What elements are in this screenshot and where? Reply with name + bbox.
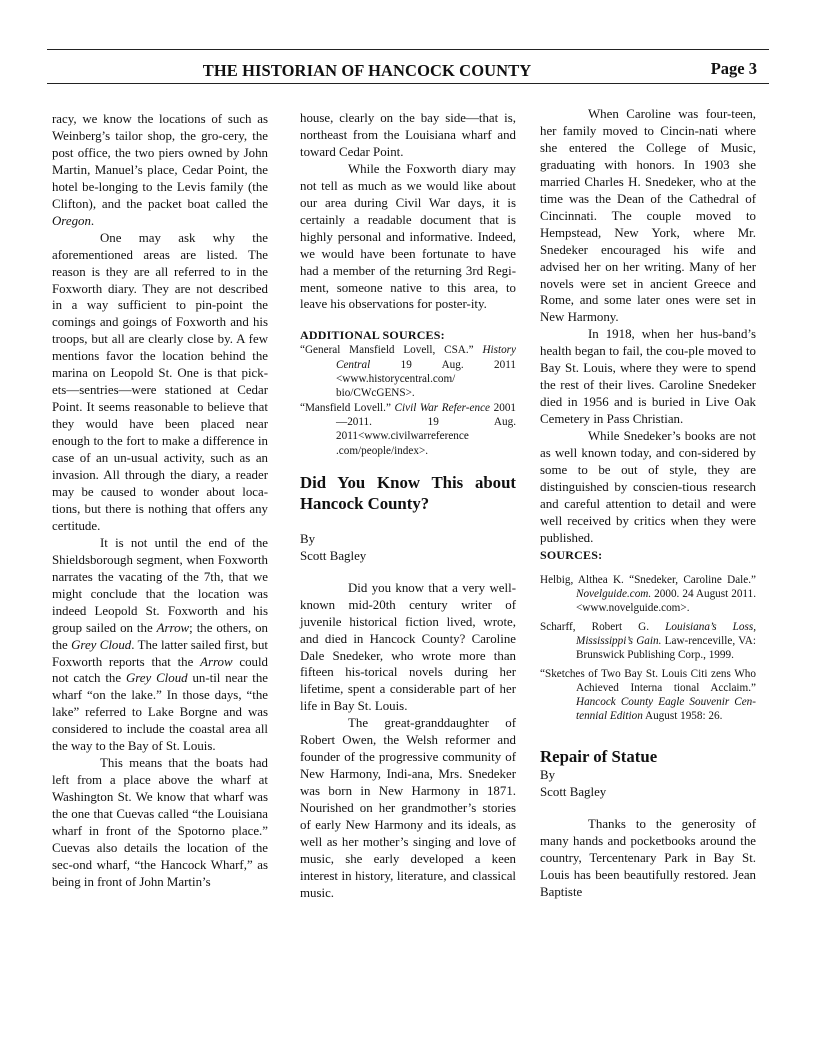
column-3 [540,106,756,901]
source-entry: “Sketches of Two Bay St. Louis Citi zens Who Achieved Interna tional Acclaim.” Hancock County Eagle Souvenir Cen-tennial Edition August 1958: 26. [540,667,756,723]
article-heading: Repair of Statue [540,746,658,766]
paragraph: racy, we know the locations of such as Weinberg’s tailor shop, the gro-cery, the post office, the two piers owned by John Martin, Manuel’s place, Cedar Point, the hotel be-longing to the Levis family (the Clifton), and the packet boat called the Oregon. [52,112,268,228]
sources-heading: ADDITIONAL SOURCES: [300,328,445,343]
paragraph: In 1918, when her hus-band’s health began to fail, the cou-ple moved to Bay St. Louis, where they were to spend the rest of their lives. Caroline Snedeker died in 1956 and is buried in Live Oak Cemetery in Pass Christian. [540,327,756,427]
byline-author: Scott Bagley [540,785,607,800]
byline-author: Scott Bagley [300,548,367,563]
paragraph: house, clearly on the bay side—that is, northeast from the Louisiana wharf and toward Cedar Point. [300,111,516,159]
page-header [47,55,769,83]
paragraph: Did you know that a very well-known mid-20th century writer of juvenile historical fiction lived, wrote, and died in Hancock County? Caroline Dale Snedeker, who wrote more than fifteen his-torical novels during her lifetime, spent a considerable part of her life in Bay St. Louis. [300,580,516,714]
page-number: Page 3 [710,59,757,78]
source-entry: “Mansfield Lovell.” Civil War Refer-ence 2001—2011. 19 Aug. 2011<www.civilwarreference .com/people/index>. [300,401,517,457]
paragraph: Thanks to the generosity of many hands and pocketbooks around the country, Tercentenary Park in Bay St. Louis has been beautifully restored. Jean Baptiste [540,817,756,899]
column-2 [300,110,516,902]
sources-heading: SOURCES: [540,547,603,562]
newsletter-title: THE HISTORIAN OF HANCOCK COUNTY [202,61,532,80]
paragraph: When Caroline was four-teen, her family moved to Cincin-nati where she entered the College of Music, graduating with honors. In 1903 she married Charles H. Snedeker, who at the time was the Dean of the Cathedral of Cincinnati. The couple moved to Hempstead, New York, where Mr. Snedeker encouraged his wife and advised her on her writing. Many of her novels were set in ancient Greece and Rome, and some later ones were set in New Harmony. [540,107,756,325]
paragraph: The great-granddaughter of Robert Owen, the Welsh reformer and founder of the progressive community of New Harmony, Indi-ana, Mrs. Snedeker was born in New Harmony in 1871. Nourished on her grandmother’s stories of early New Harmony and its ideals, as well as her mother’s singing and love of music, she early developed a keen interest in history, literature, and classical music. [300,716,516,900]
paragraph: It is not until the end of the Shieldsborough segment, when Foxworth narrates the vacating of the 7th, that we might conclude that the location was indeed Leopold St. Foxworth and his group sailed on the Arrow; the others, on the Grey Cloud. The latter sailed first, but Foxworth reports that the Arrow could not catch the Grey Cloud un-til near the wharf “on the lake.” In those days, “the lake” referred to Lake Borgne and was considered to include the coastal area all the way to the Bay of St. Louis. [52,535,268,754]
source-entry: Scharff, Robert G. Louisiana’s Loss, Mississippi’s Gain. Law-renceville, VA: Brunswick Publishing Corp., 1999. [540,620,756,662]
source-entry: “General Mansfield Lovell, CSA.” History Central 19 Aug. 2011 <www.historycentral.com/ bio/CWcGENS>. [300,344,516,400]
paragraph: While the Foxworth diary may not tell as much as we would like about our area during Civil War days, it is certainly a readable document that is highly personal and informative. Indeed, we would have been fortunate to have had a member of the returning 3rd Regi-ment, someone native to this area, to leave his observations for poster-ity. [300,161,516,312]
top-rule [47,49,769,50]
article-heading: Did You Know This about Hancock County? [300,472,516,514]
source-entry: Helbig, Althea K. “Snedeker, Caroline Dale.” Novelguide.com. 2000. 24 August 2011. <www.novelguide.com>. [540,573,756,615]
column-1 [52,111,268,891]
byline-by: By [540,768,556,783]
paragraph: One may ask why the aforementioned areas are listed. The reason is they are all referred to in the Foxworth diary. They are not described in a way sufficient to pin-point the comings and goings of Foxworth and his troops, but all are clearly close by. A few mentions favor the location behind the marina on Leopold St. One is that pick-ets—sentries—were stationed at Cedar Point. It seems reasonable to believe that they would have been placed near enough to the fort to make a difference in case of an un-usual activity, such as an invasion. All through the diary, a reader may be caused to wonder about loca-tions, but there is nothing that offers any certitude. [52,230,268,533]
paragraph: This means that the boats had left from a place above the wharf at Washington St. We know that wharf was the one that Cuevas called “the Louisiana wharf in front of the Spotorno place.” Cuevas also details the location of the sec-ond wharf, “the Hancock Wharf,” as being in front of John Martin’s [52,756,268,889]
header-rule [47,83,769,84]
byline-by: By [300,531,316,546]
paragraph: While Snedeker’s books are not as well known today, and con-sidered by some to be out of style, they are distinguished by conscien-tious research and careful attention to detail and were well received by critics when they were published. [540,429,756,545]
